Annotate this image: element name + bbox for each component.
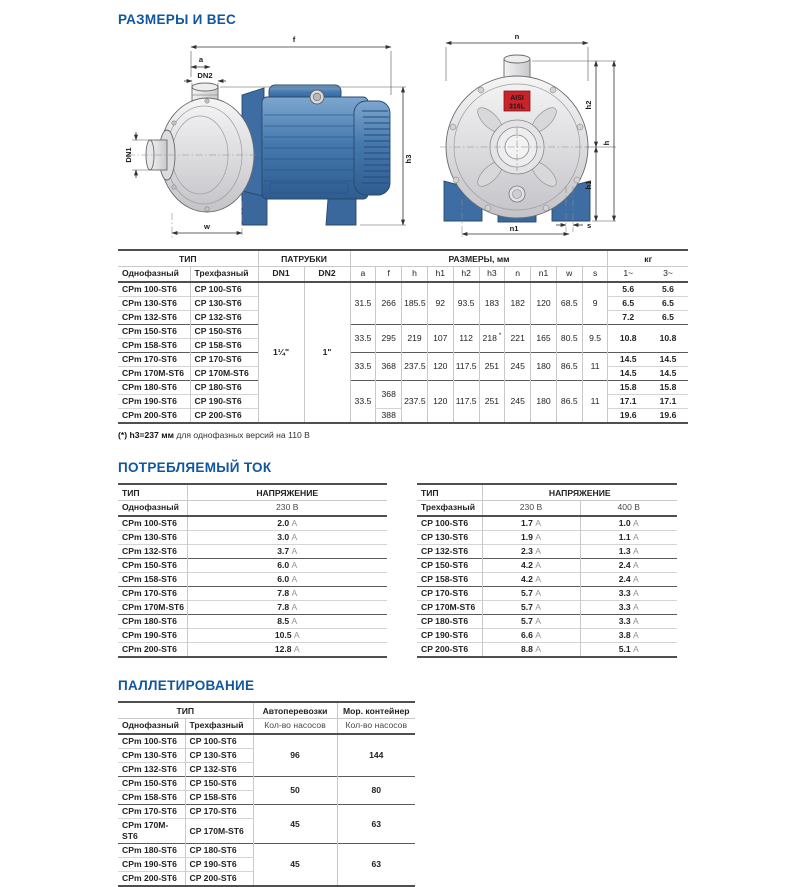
header-single-phase: Однофазный [118, 266, 190, 282]
model-1ph: CPm 190-ST6 [118, 395, 190, 409]
value-cell: 63 [337, 844, 415, 887]
table-row [118, 545, 387, 559]
aisi-316l-badge [504, 91, 530, 111]
model-3ph: CP 130-ST6 [185, 749, 253, 763]
table-row [417, 629, 677, 643]
header-container: Мор. контейнер [337, 702, 415, 718]
badge-text-line2: 316L [509, 103, 525, 111]
value-cell: 180 [531, 381, 557, 424]
model-3ph: CP 150-ST6 [185, 777, 253, 791]
model-3ph: CP 100-ST6 [421, 518, 469, 528]
table-row [118, 282, 688, 297]
value-cell: 368 [376, 353, 402, 381]
value-cell: 45 [253, 844, 337, 887]
table-row [417, 643, 677, 658]
value-cell: 4.2 A [482, 573, 580, 587]
value-cell: 1" [304, 282, 350, 423]
value-cell: 6.6 A [482, 629, 580, 643]
model-1ph: CPm 200-ST6 [118, 872, 185, 887]
value-cell: 6.5 [648, 311, 688, 325]
header-type: ТИП [417, 484, 482, 500]
model-1ph: CPm 190-ST6 [118, 858, 185, 872]
value-cell: 86.5 [556, 353, 582, 381]
header-voltage: НАПРЯЖЕНИЕ [187, 484, 387, 500]
value-cell: 237.5 [402, 353, 428, 381]
value-cell: 8.5 A [187, 615, 387, 629]
dim-label-h: h [602, 140, 611, 146]
model-1ph: CPm 130-ST6 [118, 531, 187, 545]
value-cell: 80.5 [556, 325, 582, 353]
header-400v: 400 В [580, 500, 677, 516]
dim-label-h1: h1 [584, 180, 593, 190]
dimension-a [191, 55, 210, 67]
header-dim-w: w [556, 266, 582, 282]
motor-body [242, 85, 390, 225]
header-dim-h: h [402, 266, 428, 282]
header-dim-h1: h1 [427, 266, 453, 282]
table-row [417, 601, 677, 615]
table-row [118, 615, 387, 629]
value-cell: 120 [427, 381, 453, 424]
value-cell: 245 [505, 381, 531, 424]
model-1ph: CPm 158-ST6 [118, 339, 190, 353]
model-3ph: CP 130-ST6 [417, 531, 482, 545]
header-ports: ПАТРУБКИ [258, 250, 350, 266]
value-cell: 7.8 A [187, 587, 387, 601]
value-cell: 33.5 [350, 353, 376, 381]
value-cell: 50 [253, 777, 337, 805]
model-3ph: CP 158-ST6 [417, 573, 482, 587]
model-3ph: CP 132-ST6 [190, 311, 258, 325]
value-cell: 388 [376, 409, 402, 424]
model-3ph: CP 200-ST6 [185, 872, 253, 887]
value-cell: 5.7 A [482, 601, 580, 615]
model-1ph: CPm 132-ST6 [118, 311, 190, 325]
table-row [118, 381, 688, 395]
value-cell: 11 [582, 381, 608, 424]
model-3ph: CP 190-ST6 [417, 629, 482, 643]
value-cell: 10.8 [648, 325, 688, 353]
palletizing-table [118, 701, 415, 887]
model-1ph: CPm 100-ST6 [122, 518, 177, 528]
value-cell: 245 [505, 353, 531, 381]
header-230v: 230 В [187, 500, 387, 516]
model-3ph: CP 130-ST6 [190, 297, 258, 311]
value-cell: 6.0 A [187, 559, 387, 573]
value-cell: 120 [427, 353, 453, 381]
pump-head [146, 83, 254, 212]
current-three-phase-table [417, 483, 677, 658]
table-row [118, 587, 387, 601]
value-cell: 2.0 A [187, 516, 387, 531]
footnote-rest: для однофазных версий на 110 В [173, 430, 310, 440]
value-cell: 180 [531, 353, 557, 381]
model-3ph: CP 170M-ST6 [190, 367, 258, 381]
dim-label-s: s [587, 221, 592, 230]
header-dim-h2: h2 [453, 266, 479, 282]
model-1ph: CPm 200-ST6 [118, 409, 190, 424]
value-cell: 117.5 [453, 353, 479, 381]
value-cell: 7.2 [608, 311, 648, 325]
table-row [417, 545, 677, 559]
model-3ph: CP 200-ST6 [417, 643, 482, 658]
value-cell: 182 [505, 282, 531, 325]
value-cell: 6.5 [648, 297, 688, 311]
header-dim-s: s [582, 266, 608, 282]
value-cell: 31.5 [350, 282, 376, 325]
table-row [118, 805, 415, 819]
header-dim-a: a [350, 266, 376, 282]
model-1ph: CPm 170-ST6 [118, 587, 187, 601]
header-voltage: НАПРЯЖЕНИЕ [482, 484, 677, 500]
header-weight: кг [608, 250, 688, 266]
table-row [417, 615, 677, 629]
table-row [118, 516, 387, 531]
table-row [118, 601, 387, 615]
value-cell: 368 [376, 381, 402, 409]
header-qty-truck: Кол-во насосов [253, 718, 337, 734]
model-3ph: CP 190-ST6 [190, 395, 258, 409]
value-cell: 5.6 [608, 282, 648, 297]
value-cell: 1.9 A [482, 531, 580, 545]
header-230v: 230 В [482, 500, 580, 516]
dim-label-n1: n1 [509, 224, 519, 233]
value-cell: 1.0 A [580, 516, 677, 531]
model-1ph: CPm 132-ST6 [118, 763, 185, 777]
dim-label-h2: h2 [584, 100, 593, 110]
current-tables [118, 483, 722, 658]
table-row [417, 573, 677, 587]
value-cell: 19.6 [608, 409, 648, 424]
model-1ph: CPm 170M-ST6 [118, 819, 185, 844]
value-cell: 107 [427, 325, 453, 353]
value-cell: 63 [337, 805, 415, 844]
value-cell: 218 * [479, 325, 505, 353]
value-cell: 8.8 A [482, 643, 580, 658]
value-cell: 9.5 [582, 325, 608, 353]
model-3ph: CP 190-ST6 [185, 858, 253, 872]
model-3ph: CP 170-ST6 [185, 805, 253, 819]
dim-label-h3: h3 [404, 154, 413, 164]
table-row [118, 643, 387, 658]
model-1ph: CPm 180-ST6 [118, 844, 185, 858]
value-cell: 266 [376, 282, 402, 325]
table-row [118, 573, 387, 587]
model-1ph: CPm 170-ST6 [118, 805, 185, 819]
dim-label-a: a [198, 55, 204, 64]
model-3ph: CP 200-ST6 [190, 409, 258, 424]
header-type: ТИП [118, 250, 258, 266]
model-3ph: CP 170-ST6 [190, 353, 258, 367]
value-cell: 3.3 A [580, 601, 677, 615]
value-cell: 45 [253, 805, 337, 844]
value-cell: 4.2 A [482, 559, 580, 573]
value-cell: 11 [582, 353, 608, 381]
value-cell: 3.0 A [187, 531, 387, 545]
value-cell: 144 [337, 734, 415, 777]
header-qty-container: Кол-во насосов [337, 718, 415, 734]
table-row [118, 531, 387, 545]
value-cell: 5.7 A [482, 587, 580, 601]
model-1ph: CPm 132-ST6 [118, 545, 187, 559]
value-cell: 6.5 [608, 297, 648, 311]
value-cell: 165 [531, 325, 557, 353]
table-row [417, 531, 677, 545]
footnote [118, 430, 722, 440]
value-cell: 15.8 [608, 381, 648, 395]
header-dim-n1: n1 [531, 266, 557, 282]
value-cell: 2.4 A [580, 559, 677, 573]
table-row [417, 587, 677, 601]
model-1ph: CPm 130-ST6 [118, 297, 190, 311]
section-title-pallet: ПАЛЛЕТИРОВАНИЕ [118, 678, 255, 693]
header-dim-f: f [376, 266, 402, 282]
value-cell: 33.5 [350, 325, 376, 353]
model-1ph: CPm 150-ST6 [118, 325, 190, 339]
header-single-phase: Однофазный [118, 500, 187, 516]
value-cell: 1.1 A [580, 531, 677, 545]
value-cell: 86.5 [556, 381, 582, 424]
model-1ph: CPm 158-ST6 [118, 791, 185, 805]
model-1ph: CPm 170M-ST6 [118, 367, 190, 381]
model-3ph: CP 150-ST6 [190, 325, 258, 339]
value-cell: 3.3 A [580, 615, 677, 629]
table-row [118, 629, 387, 643]
value-cell: 5.1 A [580, 643, 677, 658]
value-cell: 14.5 [648, 353, 688, 367]
header-dimensions: РАЗМЕРЫ, мм [350, 250, 608, 266]
value-cell: 17.1 [608, 395, 648, 409]
model-1ph: CPm 100-ST6 [122, 284, 177, 294]
model-3ph: CP 132-ST6 [185, 763, 253, 777]
value-cell: 1.3 A [580, 545, 677, 559]
value-cell: 5.7 A [482, 615, 580, 629]
pump-front-view-drawing [428, 31, 628, 241]
value-cell: 237.5 [402, 381, 428, 424]
value-cell: 12.8 A [187, 643, 387, 658]
value-cell: 10.5 A [187, 629, 387, 643]
header-dim-h3: h3 [479, 266, 505, 282]
value-cell: 2.3 A [482, 545, 580, 559]
value-cell: 120 [531, 282, 557, 325]
header-three-phase: Трехфазный [417, 500, 482, 516]
model-1ph: CPm 170-ST6 [118, 353, 190, 367]
current-single-phase-table [118, 483, 387, 658]
header-single-phase: Однофазный [118, 718, 185, 734]
footnote-bold: (*) h3=237 мм [118, 430, 174, 440]
value-cell: 7.8 A [187, 601, 387, 615]
model-1ph: CPm 180-ST6 [118, 615, 187, 629]
dim-label-w: w [204, 222, 210, 231]
table-row [118, 353, 688, 367]
table-row [118, 559, 387, 573]
model-3ph: CP 158-ST6 [190, 339, 258, 353]
value-cell: 183 [479, 282, 505, 325]
pump-side-view-drawing [114, 31, 416, 241]
badge-text-line1: AISI [510, 95, 524, 102]
model-3ph: CP 180-ST6 [185, 844, 253, 858]
value-cell: 80 [337, 777, 415, 805]
value-cell: 1¼" [258, 282, 304, 423]
table-row [118, 734, 415, 749]
model-1ph: CPm 200-ST6 [118, 643, 187, 658]
value-cell: 93.5 [453, 282, 479, 325]
model-3ph: CP 180-ST6 [190, 381, 258, 395]
model-3ph: CP 170M-ST6 [185, 819, 253, 844]
header-type: ТИП [118, 484, 187, 500]
value-cell: 10.8 [608, 325, 648, 353]
value-cell: 251 [479, 381, 505, 424]
header-dn1: DN1 [258, 266, 304, 282]
value-cell: 6.0 A [187, 573, 387, 587]
section-title-dimensions: РАЗМЕРЫ И ВЕС [118, 12, 237, 27]
header-dn2: DN2 [304, 266, 350, 282]
model-1ph: CPm 190-ST6 [118, 629, 187, 643]
table-row [417, 516, 677, 531]
model-3ph: CP 150-ST6 [417, 559, 482, 573]
value-cell: 251 [479, 353, 505, 381]
model-1ph: CPm 130-ST6 [118, 749, 185, 763]
value-cell: 112 [453, 325, 479, 353]
value-cell: 19.6 [648, 409, 688, 424]
value-cell: 15.8 [648, 381, 688, 395]
value-cell: 295 [376, 325, 402, 353]
model-3ph: CP 170-ST6 [417, 587, 482, 601]
header-type: ТИП [118, 702, 253, 718]
section-title-current: ПОТРЕБЛЯЕМЫЙ ТОК [118, 460, 272, 475]
model-1ph: CPm 158-ST6 [118, 573, 187, 587]
dim-label-f: f [292, 35, 296, 44]
header-weight-3ph: 3~ [648, 266, 688, 282]
header-three-phase: Трехфазный [190, 266, 258, 282]
table-row [118, 844, 415, 858]
value-cell: 5.6 [662, 284, 674, 294]
value-cell: 3.8 A [580, 629, 677, 643]
model-1ph: CPm 150-ST6 [118, 777, 185, 791]
model-3ph: CP 180-ST6 [417, 615, 482, 629]
value-cell: 14.5 [648, 367, 688, 381]
technical-drawings [114, 31, 722, 243]
dimensions-weight-table [118, 249, 688, 424]
model-3ph: CP 170M-ST6 [417, 601, 482, 615]
model-1ph: CPm 100-ST6 [122, 736, 177, 746]
value-cell: 3.7 A [187, 545, 387, 559]
header-weight-1ph: 1~ [608, 266, 648, 282]
value-cell: 9 [582, 282, 608, 325]
value-cell: 185.5 [402, 282, 428, 325]
value-cell: 68.5 [556, 282, 582, 325]
dim-label-n: n [514, 32, 520, 41]
model-3ph: CP 100-ST6 [185, 734, 253, 749]
model-1ph: CPm 150-ST6 [118, 559, 187, 573]
value-cell: 3.3 A [580, 587, 677, 601]
value-cell: 17.1 [648, 395, 688, 409]
value-cell: 1.7 A [482, 516, 580, 531]
model-3ph: CP 100-ST6 [190, 282, 258, 297]
model-3ph: CP 132-ST6 [417, 545, 482, 559]
value-cell: 2.4 A [580, 573, 677, 587]
header-three-phase: Трехфазный [185, 718, 253, 734]
table-row [118, 325, 688, 339]
table-row [118, 777, 415, 791]
value-cell: 96 [253, 734, 337, 777]
value-cell: 14.5 [608, 353, 648, 367]
value-cell: 219 [402, 325, 428, 353]
table-row [417, 559, 677, 573]
dim-label-dn1: DN1 [124, 147, 133, 163]
header-dim-n: n [505, 266, 531, 282]
model-1ph: CPm 170M-ST6 [118, 601, 187, 615]
dim-label-dn2: DN2 [197, 71, 213, 80]
value-cell: 117.5 [453, 381, 479, 424]
model-3ph: CP 158-ST6 [185, 791, 253, 805]
header-truck: Автоперевозки [253, 702, 337, 718]
model-1ph: CPm 180-ST6 [118, 381, 190, 395]
dimension-h [602, 61, 614, 221]
value-cell: 33.5 [350, 381, 376, 424]
value-cell: 92 [427, 282, 453, 325]
value-cell: 14.5 [608, 367, 648, 381]
value-cell: 221 [505, 325, 531, 353]
